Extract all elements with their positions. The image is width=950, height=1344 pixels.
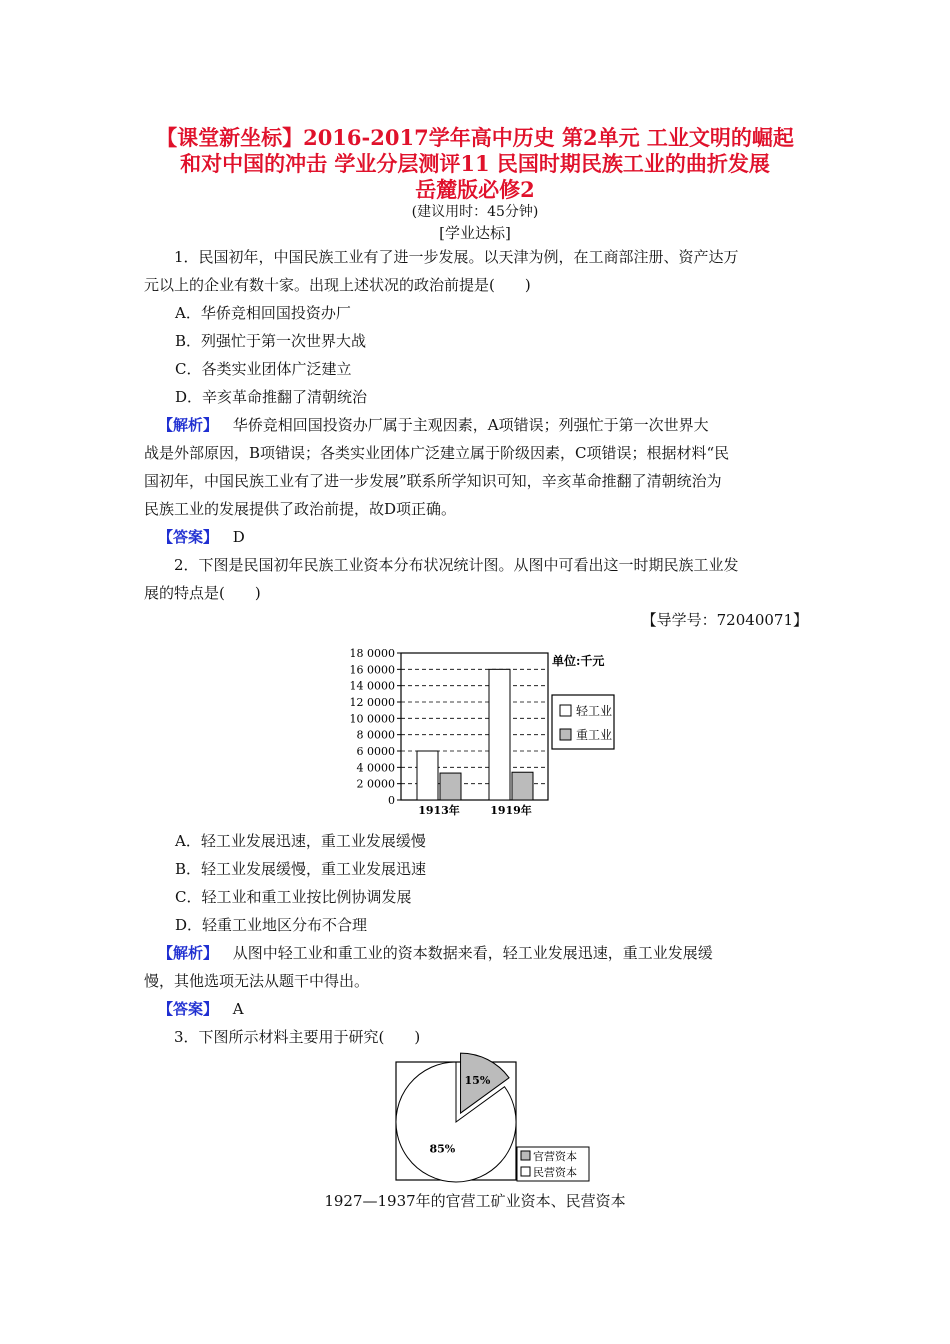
y-tick-label: 18 0000 xyxy=(349,647,395,660)
q1-analysis-text1: 华侨竞相回国投资办厂属于主观因素，A项错误；列强忙于第一次世界大 xyxy=(232,416,709,434)
q1-option-d: D．辛亥革命推翻了清朝统治 xyxy=(175,388,368,406)
q2-answer: A xyxy=(232,1000,244,1018)
q2-answer-tag: 【答案】 xyxy=(158,1000,219,1018)
pie-value-label: 15% xyxy=(464,1073,491,1087)
q1-analysis-line1 xyxy=(158,411,809,439)
y-tick-label: 4 0000 xyxy=(356,761,395,775)
q3-stem: 3．下图所示材料主要用于研究( ) xyxy=(174,1028,421,1046)
legend-label-light: 轻工业 xyxy=(576,704,613,718)
bar-light-0 xyxy=(417,751,438,800)
pie-value-label: 85% xyxy=(429,1142,456,1156)
y-tick-label: 16 0000 xyxy=(349,663,395,677)
legend-swatch-state xyxy=(521,1151,530,1160)
x-tick-label: 1919年 xyxy=(490,804,532,817)
chart-unit-label: 单位:千元 xyxy=(552,654,605,668)
time-hint: (建议用时：45分钟) xyxy=(411,204,539,220)
q1-option-a: A．华侨竞相回国投资办厂 xyxy=(175,304,351,322)
q2-analysis-line1 xyxy=(158,939,809,967)
legend-label-private: 民营资本 xyxy=(533,1166,577,1179)
q1-analysis-line3: 国初年，中国民族工业有了进一步发展”联系所学知识可知，辛亥革命推翻了清朝统治为 xyxy=(144,472,722,490)
q2-stem-line2: 展的特点是( ) xyxy=(144,584,261,602)
y-tick-label: 6 0000 xyxy=(356,745,395,758)
q1-option-c: C．各类实业团体广泛建立 xyxy=(175,360,352,378)
q2-stem-line1: 2．下图是民国初年民族工业资本分布状况统计图。从图中可看出这一时期民族工业发 xyxy=(174,556,739,574)
q1-answer: D xyxy=(232,528,245,546)
q2-guide-number: 【导学号：72040071】 xyxy=(641,611,808,629)
y-tick-label: 0 xyxy=(388,794,395,807)
q1-stem-line2: 元以上的企业有数十家。出现上述状况的政治前提是( ) xyxy=(144,276,531,294)
section-heading: [学业达标] xyxy=(439,224,511,242)
doc-title-line1: 【课堂新坐标】2016-2017学年高中历史 第2单元 工业文明的崛起 xyxy=(156,125,794,150)
bar-heavy-1 xyxy=(512,772,533,800)
q2-option-b: B．轻工业发展缓慢，重工业发展迅速 xyxy=(175,860,427,878)
doc-title-line3: 岳麓版必修2 xyxy=(415,177,535,202)
q1-analysis-line4: 民族工业的发展提供了政治前提，故D项正确。 xyxy=(144,500,457,518)
legend-swatch-heavy xyxy=(560,729,571,740)
q3-chart-caption: 1927—1937年的官营工矿业资本、民营资本 xyxy=(324,1192,626,1210)
y-tick-label: 10 0000 xyxy=(349,712,395,726)
q2-analysis-text1: 从图中轻工业和重工业的资本数据来看，轻工业发展迅速，重工业发展缓 xyxy=(232,944,713,962)
q1-answer-line xyxy=(158,523,809,551)
y-tick-label: 14 0000 xyxy=(349,679,395,693)
q2-answer-line xyxy=(158,995,809,1023)
q2-analysis-tag: 【解析】 xyxy=(158,944,219,962)
q2-option-a: A．轻工业发展迅速，重工业发展缓慢 xyxy=(175,832,426,850)
pie-chart xyxy=(390,1052,595,1184)
legend-label-heavy: 重工业 xyxy=(576,728,613,742)
q1-option-b: B．列强忙于第一次世界大战 xyxy=(175,332,367,350)
q1-answer-tag: 【答案】 xyxy=(158,528,219,546)
q1-stem-line1: 1．民国初年，中国民族工业有了进一步发展。以天津为例，在工商部注册、资产达万 xyxy=(174,248,739,266)
q1-analysis-tag: 【解析】 xyxy=(158,416,219,434)
y-tick-label: 12 0000 xyxy=(349,696,395,709)
y-tick-label: 2 0000 xyxy=(356,777,395,791)
doc-title-line2: 和对中国的冲击 学业分层测评11 民国时期民族工业的曲折发展 xyxy=(180,151,770,176)
x-tick-label: 1913年 xyxy=(418,804,460,817)
q2-option-d: D．轻重工业地区分布不合理 xyxy=(175,916,368,934)
legend-label-state: 官营资本 xyxy=(533,1150,577,1163)
q2-option-c: C．轻工业和重工业按比例协调发展 xyxy=(175,888,412,906)
q2-analysis-line2: 慢，其他选项无法从题干中得出。 xyxy=(144,972,370,990)
q1-analysis-line2: 战是外部原因，B项错误；各类实业团体广泛建立属于阶级因素，C项错误；根据材料“民 xyxy=(144,444,730,462)
legend-swatch-light xyxy=(560,705,571,716)
bar-chart xyxy=(340,640,630,825)
bar-light-1 xyxy=(489,669,510,800)
legend-swatch-private xyxy=(521,1167,530,1176)
y-tick-label: 8 0000 xyxy=(356,728,395,742)
bar-heavy-0 xyxy=(440,773,461,800)
